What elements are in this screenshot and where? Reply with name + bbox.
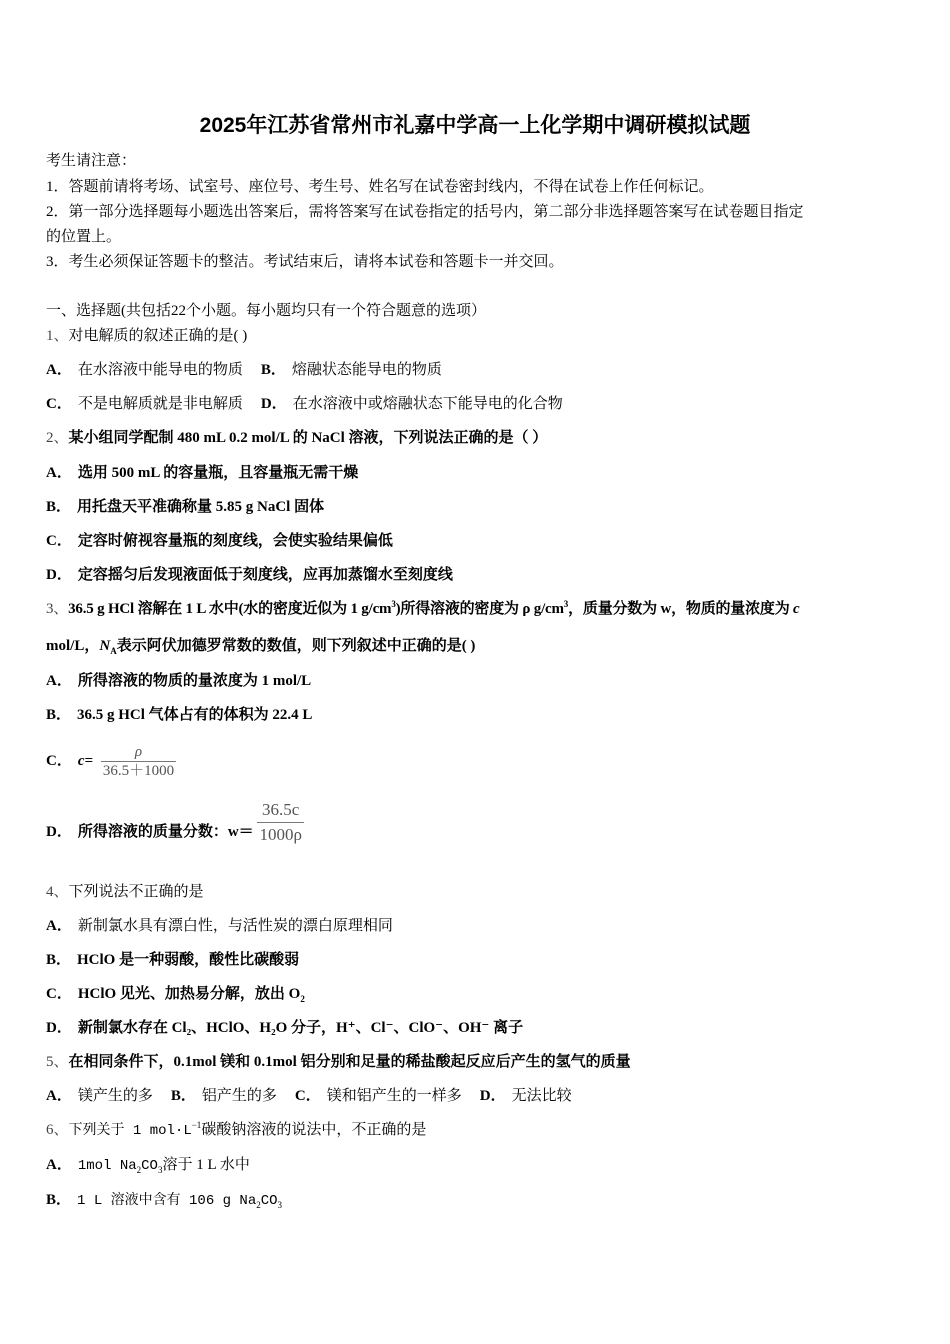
question-text: 某小组同学配制 480 mL 0.2 mol/L 的 NaCl 溶液，下列说法正确的是（ ） — [68, 430, 548, 446]
question-number: 4、 — [46, 884, 69, 900]
superscript: 3 — [391, 599, 396, 609]
option-label: B． — [46, 707, 72, 723]
question-4-option-a — [46, 916, 393, 936]
question-4-option-d — [46, 1018, 523, 1038]
option-text-d: 在水溶液中或熔融状态下能导电的化合物 — [292, 396, 563, 412]
option-text: CO — [141, 1158, 158, 1174]
question-1-stem — [46, 326, 247, 346]
page-title: 2025年江苏省常州市礼嘉中学高一上化学期中调研模拟试题 — [199, 114, 751, 137]
question-text: 在相同条件下，0.1mol 镁和 0.1mol 铝分别和足量的稀盐酸起反应后产生的氢气的质量 — [68, 1054, 631, 1070]
option-label-d: D． — [479, 1088, 506, 1104]
option-label: C． — [46, 986, 72, 1002]
question-3-stem-line-2 — [46, 636, 475, 656]
subscript: 3 — [277, 1200, 283, 1210]
option-label: D． — [46, 567, 72, 583]
avogadro-symbol: N — [99, 638, 111, 654]
notice-item-2: 2．第一部分选择题每小题选出答案后，需将答案写在试卷指定的括号内，第二部分非选择题答案写在试卷题目指定 — [46, 204, 804, 220]
option-text-d: 无法比较 — [511, 1088, 572, 1104]
option-text: HClO 见光、加热易分解，放出 O — [77, 986, 301, 1002]
option-text-c: 镁和铝产生的一样多 — [326, 1088, 462, 1104]
option-text: CO — [260, 1193, 278, 1209]
option-label: D． — [46, 1020, 72, 1036]
question-text: 对电解质的叙述正确的是( ) — [68, 328, 248, 344]
notice-item-1: 1．答题前请将考场、试室号、座位号、考生号、姓名写在试卷密封线内，不得在试卷上作任何标记。 — [46, 179, 714, 195]
question-4-option-c — [46, 984, 305, 1004]
fraction-denominator: 36.5＋1000 — [102, 763, 175, 780]
stem-text: 36.5 g HCl 溶解在 1 L 水中(水的密度近似为 1 g/cm — [68, 601, 392, 617]
subscript: 2 — [300, 994, 305, 1004]
subscript: A — [110, 646, 117, 656]
notice-item-3: 3．考生必须保证答题卡的整洁。考试结束后，请将本试卷和答题卡一并交回。 — [46, 254, 564, 270]
question-4-stem — [46, 882, 204, 902]
question-3-stem-line-1 — [46, 599, 800, 619]
subscript: 3 — [157, 1165, 163, 1175]
question-number: 2、 — [46, 430, 69, 446]
formula-prefix: 所得溶液的质量分数：w＝ — [77, 824, 254, 840]
option-text: 1mol Na — [77, 1158, 137, 1174]
question-2-option-b — [46, 497, 324, 517]
option-text: HClO 是一种弱酸，酸性比碳酸弱 — [77, 952, 300, 968]
question-3-option-a — [46, 671, 311, 691]
question-2-option-d — [46, 565, 453, 585]
option-text: 用托盘天平准确称量 5.85 g NaCl 固体 — [77, 499, 325, 515]
option-text: 36.5 g HCl 气体占有的体积为 22.4 L — [77, 707, 313, 723]
option-text-b: 铝产生的多 — [201, 1088, 277, 1104]
question-2-option-c — [46, 531, 393, 551]
question-number: 6、 — [46, 1122, 69, 1138]
option-label-a: A． — [46, 1088, 72, 1104]
question-number: 1、 — [46, 328, 69, 344]
option-label: D． — [46, 824, 72, 840]
stem-text: 下列关于 1 mol·L — [68, 1123, 192, 1139]
question-1-options-cd — [46, 394, 563, 414]
option-label: C． — [46, 533, 72, 549]
question-4-option-b — [46, 950, 299, 970]
stem-text: ，质量分数为 w，物质的量浓度为 — [568, 601, 794, 617]
option-label: A． — [46, 1157, 72, 1173]
formula-fraction — [257, 798, 303, 847]
option-label: B． — [46, 1192, 72, 1208]
superscript: 3 — [563, 599, 569, 609]
question-6-option-a — [46, 1155, 250, 1176]
option-label-b: B． — [260, 362, 286, 378]
formula-fraction — [101, 743, 176, 780]
subscript: 2 — [256, 1200, 261, 1210]
superscript: −1 — [191, 1120, 202, 1130]
stem-text: )所得溶液的密度为 ρ g/cm — [395, 601, 564, 617]
notice-heading: 考生请注意： — [46, 153, 137, 169]
option-label: A． — [46, 918, 72, 934]
option-label: A． — [46, 673, 72, 689]
option-label-c: C． — [294, 1088, 321, 1104]
option-label-d: D． — [260, 396, 287, 412]
option-label: B． — [46, 952, 72, 968]
question-number: 5、 — [46, 1054, 69, 1070]
option-text: 新制氯水存在 Cl₂、HClO、H₂O 分子，H⁺、Cl⁻、ClO⁻、OH⁻ 离子 — [77, 1020, 524, 1036]
variable-c: c — [793, 601, 800, 617]
option-text: 定容摇匀后发现液面低于刻度线，应再加蒸馏水至刻度线 — [77, 567, 453, 583]
option-text: 所得溶液的物质的量浓度为 1 mol/L — [77, 673, 312, 689]
question-text: 下列说法不正确的是 — [68, 884, 204, 900]
subscript: 2 — [136, 1165, 142, 1175]
fraction-numerator: 36.5c — [257, 798, 303, 823]
option-text: 新制氯水具有漂白性，与活性炭的漂白原理相同 — [77, 918, 393, 934]
question-3-option-b — [46, 705, 312, 725]
option-text: 1 L 溶液中含有 106 g Na — [77, 1193, 257, 1209]
stem-text: mol/L， — [46, 638, 100, 654]
option-text: 选用 500 mL 的容量瓶，且容量瓶无需干燥 — [77, 465, 359, 481]
option-text-c: 不是电解质就是非电解质 — [77, 396, 243, 412]
question-3-option-c — [46, 741, 176, 781]
fraction-numerator: ρ — [101, 743, 176, 762]
notice-item-2-continued: 的位置上。 — [46, 229, 122, 245]
question-1-options-ab — [46, 360, 442, 380]
option-label: A． — [46, 465, 72, 481]
question-number: 3、 — [46, 601, 69, 617]
stem-text: 碳酸钠溶液的说法中，不正确的是 — [201, 1122, 427, 1138]
formula-prefix: c= — [77, 753, 94, 769]
question-5-options — [46, 1086, 572, 1106]
option-text: 定容时俯视容量瓶的刻度线，会使实验结果偏低 — [77, 533, 393, 549]
option-label-b: B． — [170, 1088, 196, 1104]
question-5-stem — [46, 1052, 631, 1072]
option-label-a: A． — [46, 362, 72, 378]
question-2-stem — [46, 428, 547, 448]
option-label-c: C． — [46, 396, 72, 412]
question-3-option-d — [46, 798, 304, 860]
option-label: C． — [46, 753, 72, 769]
option-text-b: 熔融状态能导电的物质 — [291, 362, 442, 378]
option-label: B． — [46, 499, 72, 515]
fraction-denominator: 1000ρ — [259, 825, 302, 844]
option-text-a: 镁产生的多 — [77, 1088, 153, 1104]
option-text-a: 在水溶液中能导电的物质 — [77, 362, 243, 378]
question-6-stem — [46, 1120, 426, 1141]
option-text: 溶于 1 L 水中 — [162, 1157, 250, 1173]
question-6-option-b — [46, 1190, 282, 1211]
section-heading: 一、选择题(共包括22个小题。每小题均只有一个符合题意的选项） — [46, 303, 486, 319]
question-2-option-a — [46, 463, 358, 483]
stem-text: 表示阿伏加德罗常数的数值，则下列叙述中正确的是( ) — [116, 638, 476, 654]
